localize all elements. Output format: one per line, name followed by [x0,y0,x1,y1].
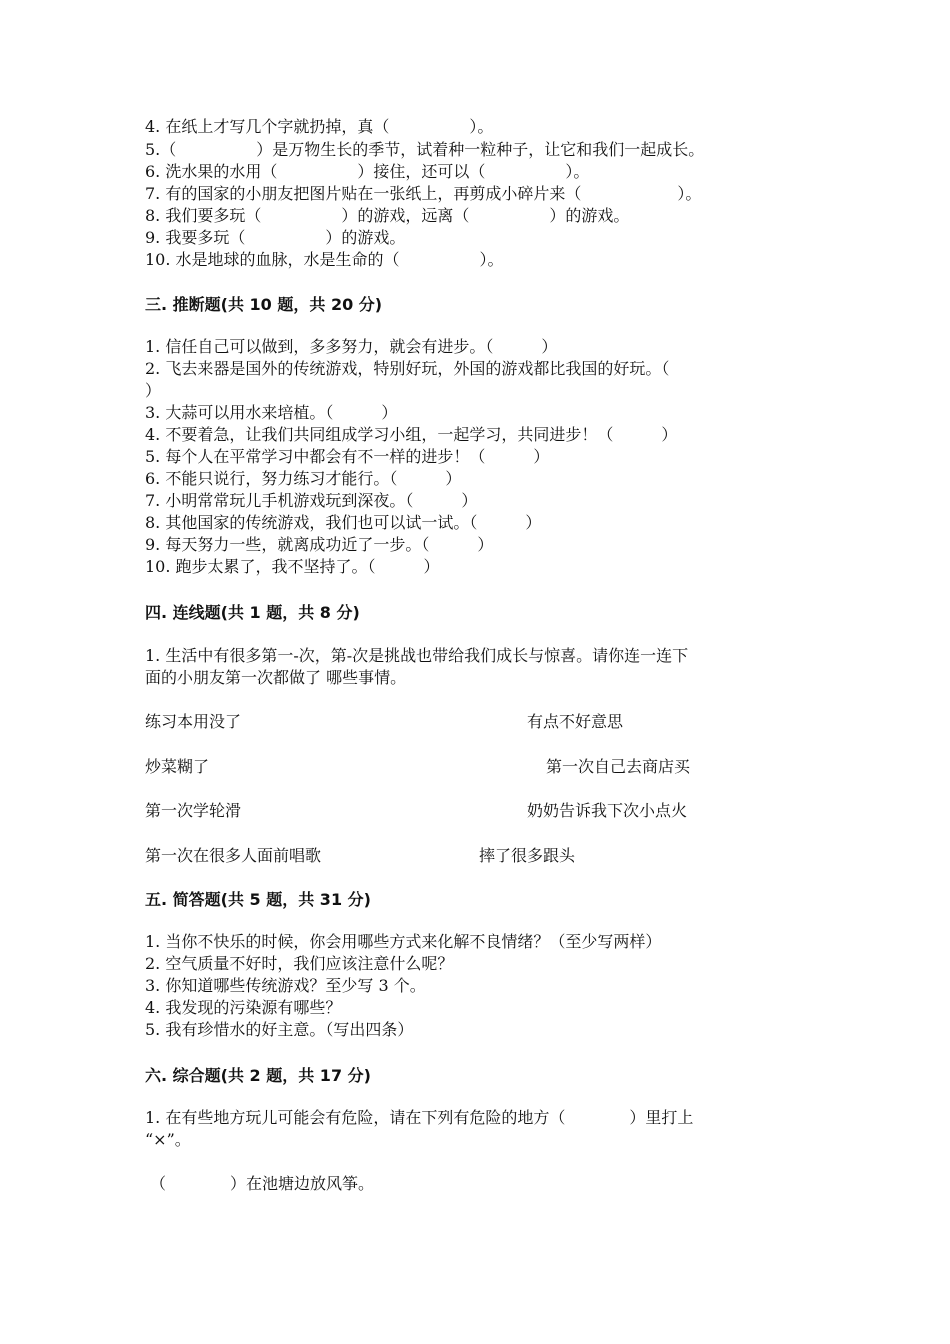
short-answer-item-2: 2. 空气质量不好时，我们应该注意什么呢？ [145,954,454,973]
matching-left-item: 第一次学轮滑 [145,801,242,820]
fill-blank-item-7: 7. 有的国家的小朋友把图片贴在一张纸上，再剪成小碎片来（ ）。 [145,184,702,203]
section-4-heading: 四. 连线题(共 1 题，共 8 分) [145,603,360,622]
comprehensive-question-line-1: 1. 在有些地方玩儿可能会有危险，请在下列有危险的地方（ ）里打上 [145,1108,694,1127]
judge-item-5: 5. 每个人在平常学习中都会有不一样的进步！（ ） [145,447,550,466]
matching-question-line-2: 面的小朋友第一次都做了 哪些事情。 [145,668,407,687]
judge-item-7: 7. 小明常常玩儿手机游戏玩到深夜。（ ） [145,491,478,510]
judge-item-9: 9. 每天努力一些，就离成功近了一步。（ ） [145,535,494,554]
fill-blank-item-5: 5.（ ）是万物生长的季节，试着种一粒种子，让它和我们一起成长。 [145,140,705,159]
judge-item-1: 1. 信任自己可以做到，多多努力，就会有进步。（ ） [145,337,558,356]
fill-blank-item-4: 4. 在纸上才写几个字就扔掉，真（ ）。 [145,117,494,136]
fill-blank-item-8: 8. 我们要多玩（ ）的游戏，远离（ ）的游戏。 [145,206,630,225]
short-answer-item-4: 4. 我发现的污染源有哪些？ [145,998,342,1017]
judge-item-10: 10. 跑步太累了，我不坚持了。（ ） [145,557,440,576]
judge-item-3: 3. 大蒜可以用水来培植。（ ） [145,403,398,422]
short-answer-item-1: 1. 当你不快乐的时候，你会用哪些方式来化解不良情绪？（至少写两样） [145,932,662,951]
matching-right-item: 奶奶告诉我下次小点火 [527,801,688,820]
matching-left-item: 第一次在很多人面前唱歌 [145,846,322,865]
matching-right-item: 有点不好意思 [527,712,624,731]
section-6-heading: 六. 综合题(共 2 题，共 17 分) [145,1066,371,1085]
fill-blank-item-10: 10. 水是地球的血脉，水是生命的（ ）。 [145,250,504,269]
judge-item-2: 2. 飞去来器是国外的传统游戏，特别好玩，外国的游戏都比我国的好玩。（ [145,359,670,378]
matching-left-item: 炒菜糊了 [145,757,210,776]
judge-item-4: 4. 不要着急，让我们共同组成学习小组，一起学习，共同进步！（ ） [145,425,678,444]
matching-right-item: 摔了很多跟头 [479,846,576,865]
judge-item-6: 6. 不能只说行，努力练习才能行。（ ） [145,469,462,488]
section-3-heading: 三. 推断题(共 10 题，共 20 分) [145,295,383,314]
short-answer-item-5: 5. 我有珍惜水的好主意。（写出四条） [145,1020,414,1039]
section-5-heading: 五. 简答题(共 5 题，共 31 分) [145,890,371,909]
fill-blank-item-6: 6. 洗水果的水用（ ）接住，还可以（ ）。 [145,162,590,181]
judge-item-8: 8. 其他国家的传统游戏，我们也可以试一试。（ ） [145,513,542,532]
comprehensive-option-1: （ ）在池塘边放风筝。 [150,1174,375,1193]
matching-right-item: 第一次自己去商店买 [546,757,691,776]
short-answer-item-3: 3. 你知道哪些传统游戏？至少写 3 个。 [145,976,426,995]
judge-item-2-cont: ） [145,381,162,400]
matching-left-item: 练习本用没了 [145,712,242,731]
fill-blank-item-9: 9. 我要多玩（ ）的游戏。 [145,228,406,247]
matching-question-line-1: 1. 生活中有很多第一-次，第-次是挑战也带给我们成长与惊喜。请你连一连下 [145,646,689,665]
comprehensive-question-line-2: “×”。 [145,1130,191,1149]
